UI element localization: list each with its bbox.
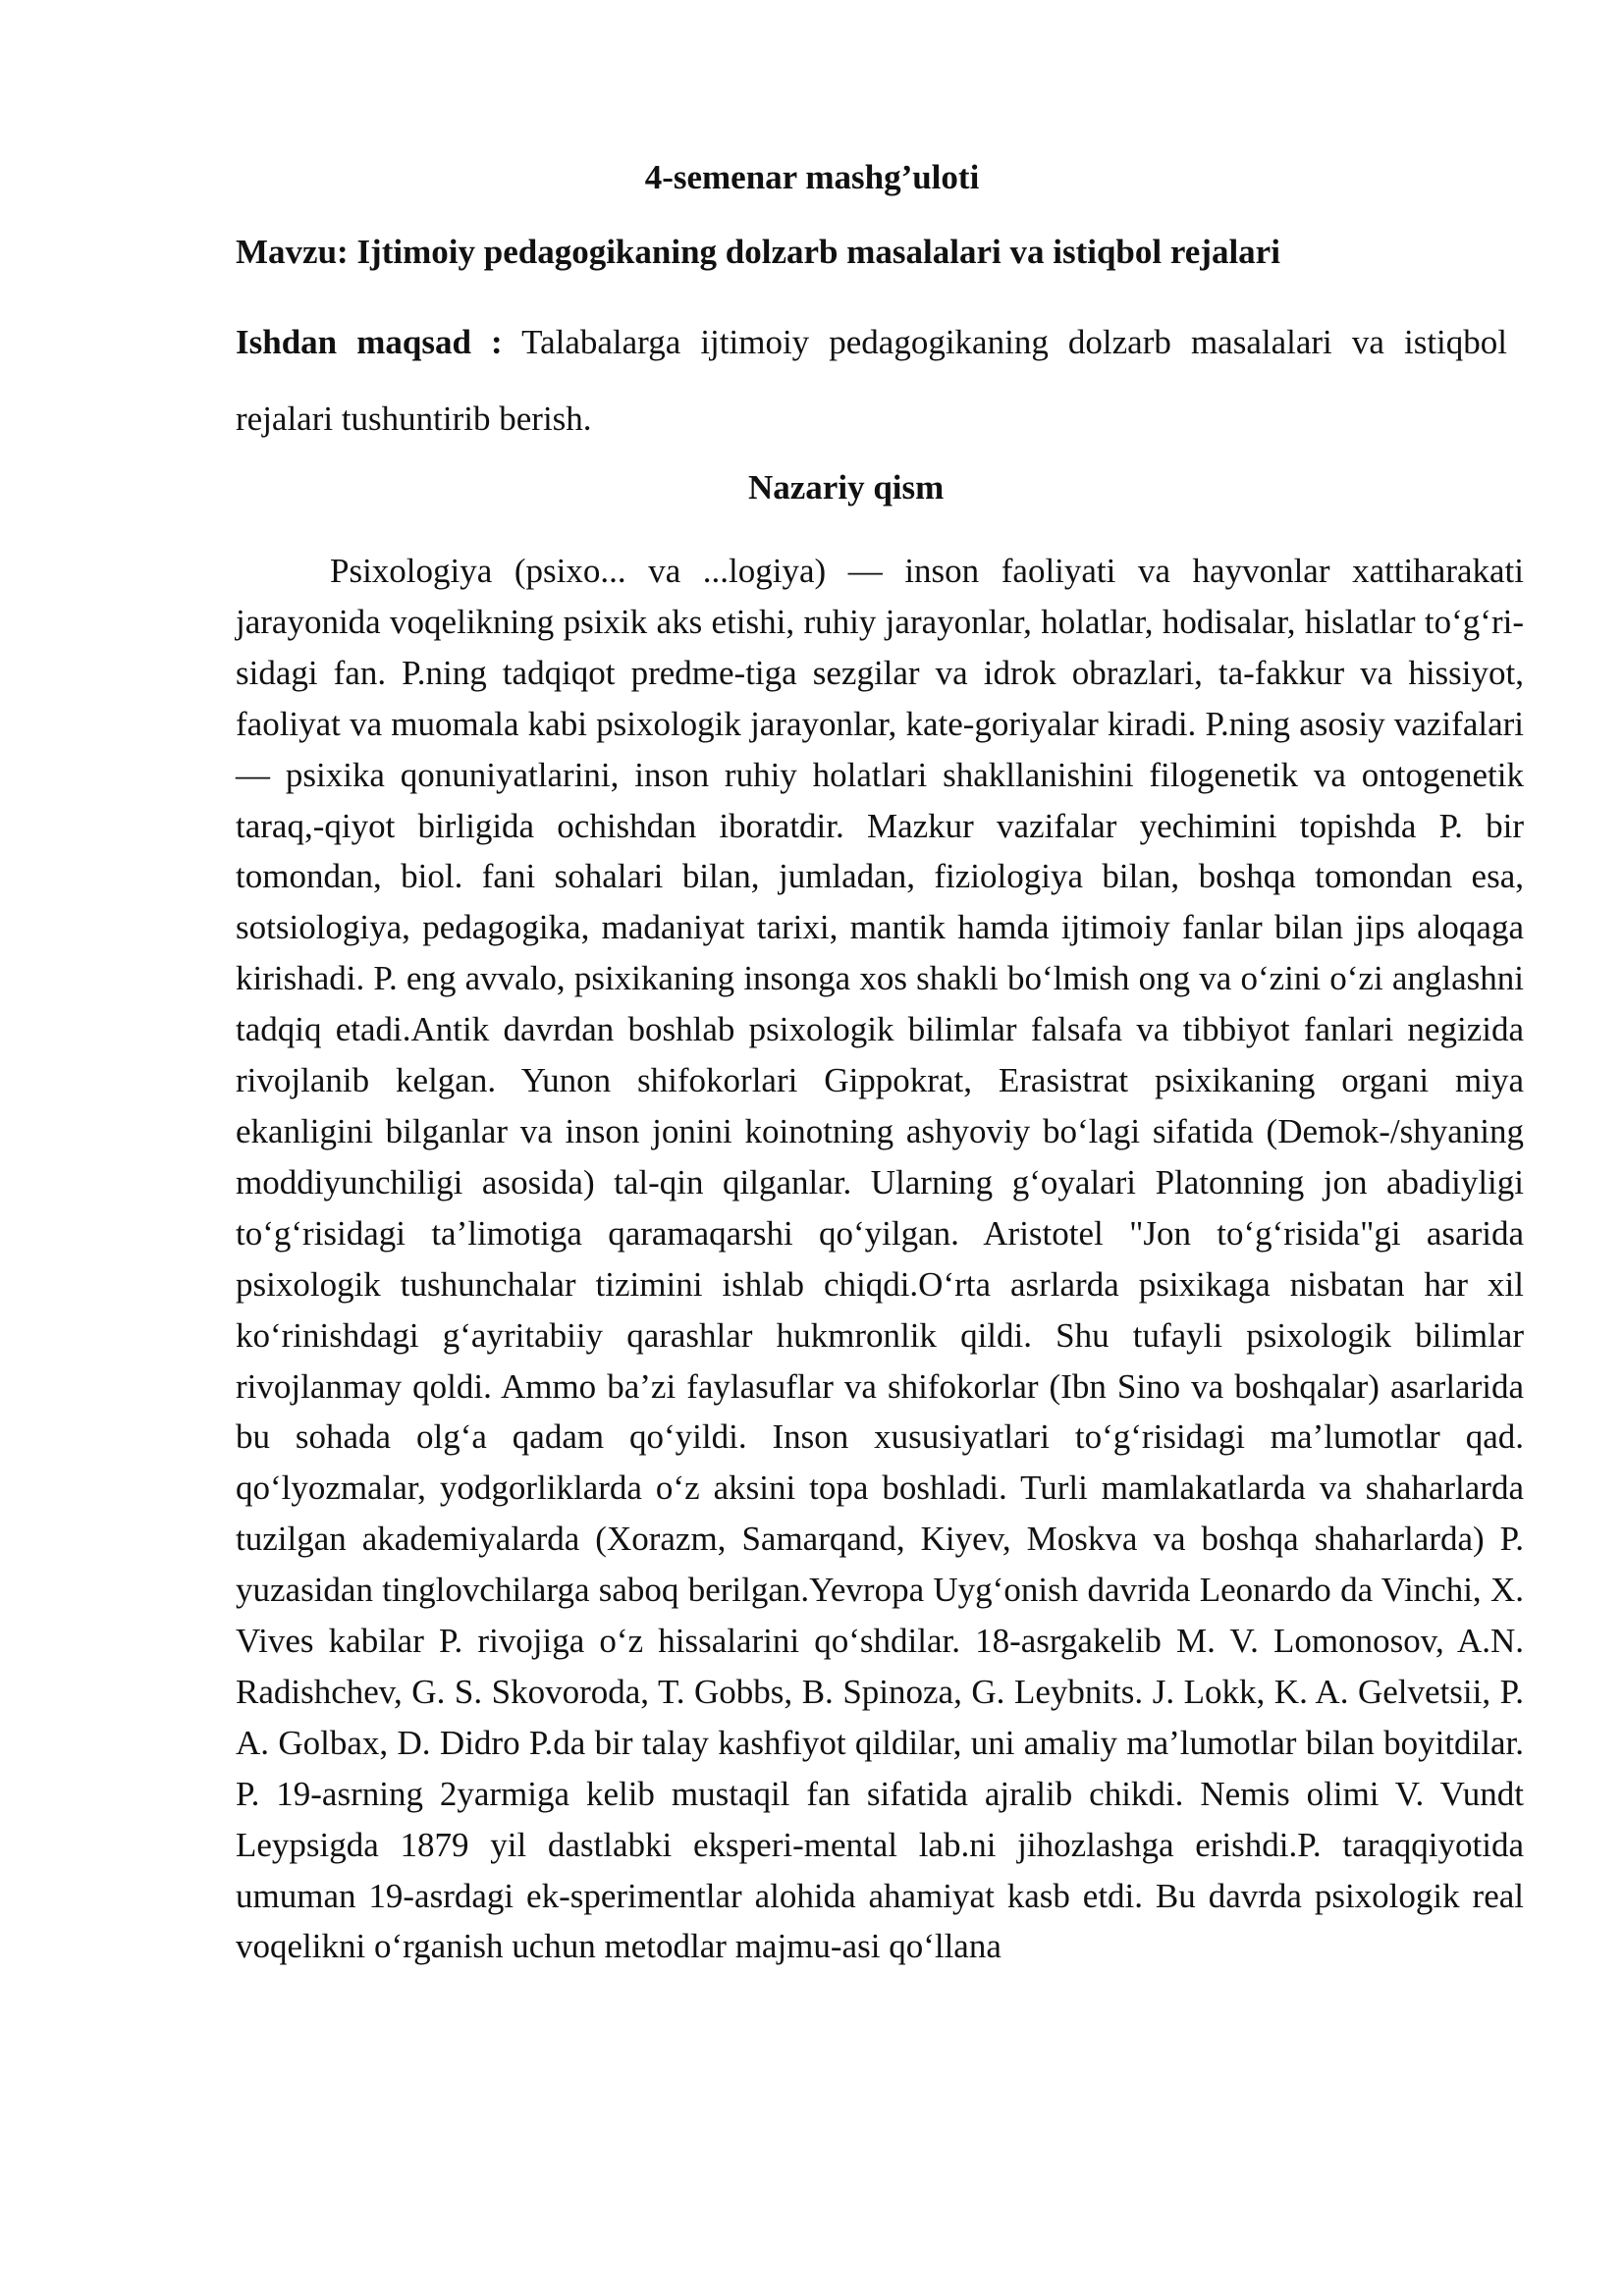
goal-paragraph	[236, 304, 1507, 457]
goal-text: Talabalarga ijtimoiy pedagogikaning dolzarb masalalari va istiqbol rejalari tushuntirib berish.	[236, 323, 1507, 438]
section-title: Nazariy qism	[748, 468, 945, 507]
goal-label: Ishdan maqsad :	[236, 323, 503, 361]
body-paragraph: Psixologiya (psixo... va ...logiya) — inson faoliyati va hayvonlar xattiharakati jarayonida voqelikning psixik aks etishi, ruhiy jarayonlar, holatlar, hodisalar, hislatlar to‘g‘ri-sidagi fan. P.ning tadqiqot predme-tiga sezgilar va idrok obrazlari, ta-fakkur va hissiyot, faoliyat va muomala kabi psixologik jarayonlar, kate-goriyalar kiradi. P.ning asosiy vazifalari — psixika qonuniyatlarini, inson ruhiy holatlari shakllanishini filogenetik va ontogenetik taraq,-qiyot birligida ochishdan iboratdir. Mazkur vazifalar yechimini topishda P. bir tomondan, biol. fani sohalari bilan, jumladan, fiziologiya bilan, boshqa tomondan esa, sotsiologiya, pedagogika, madaniyat tarixi, mantik hamda ijtimoiy fanlar bilan jips aloqaga kirishadi. P. eng avvalo, psixikaning insonga xos shakli bo‘lmish ong va o‘zini o‘zi anglashni tadqiq etadi.Antik davrdan boshlab psixologik bilimlar falsafa va tibbiyot fanlari negizida rivojlanib kelgan. Yunon shifokorlari Gippokrat, Erasistrat psixikaning organi miya ekanligini bilganlar va inson jonini koinotning ashyoviy bo‘lagi sifatida (Demok-/shyaning moddiyunchiligi asosida) tal-qin qilganlar. Ularning g‘oyalari Platonning jon abadiyligi to‘g‘risidagi ta’limotiga qaramaqarshi qo‘yilgan. Aristotel "Jon to‘g‘risida"gi asarida psixologik tushunchalar tizimini ishlab chiqdi.O‘rta asrlarda psixikaga nisbatan har xil ko‘rinishdagi g‘ayritabiiy qarashlar hukmronlik qildi. Shu tufayli psixologik bilimlar rivojlanmay qoldi. Ammo ba’zi faylasuflar va shifokorlar (Ibn Sino va boshqalar) asarlarida bu sohada olg‘a qadam qo‘yildi. Inson xususiyatlari to‘g‘risidagi ma’lumotlar qad. qo‘lyozmalar, yodgorliklarda o‘z aksini topa boshladi. Turli mamlakatlarda va shaharlarda tuzilgan akademiyalarda (Xorazm, Samarqand, Kiyev, Moskva va boshqa shaharlarda) P. yuzasidan tinglovchilarga saboq berilgan.Yevropa Uyg‘onish davrida Leonardo da Vinchi, X. Vives kabilar P. rivojiga o‘z hissalarini qo‘shdilar. 18-asrgakelib M. V. Lomonosov, A.N. Radishchev, G. S. Skovoroda, T. Gobbs, B. Spinoza, G. Leybnits. J. Lokk, K. A. Gelvetsii, P. A. Golbax, D. Didro P.da bir talay kashfiyot qildilar, uni amaliy ma’lumotlar bilan boyitdilar. P. 19-asrning 2yarmiga kelib mustaqil fan sifatida ajralib chikdi. Nemis olimi V. Vundt Leypsigda 1879 yil dastlabki eksperi-mental lab.ni jihozlashga erishdi.P. taraqqiyotida umuman 19-asrdagi ek-sperimentlar alohida ahamiyat kasb etdi. Bu davrda psixologik real voqelikni o‘rganish uchun metodlar majmu-asi qo‘llana	[236, 552, 1524, 1966]
page-title: 4-semenar mashg’uloti	[644, 158, 980, 196]
topic-heading: Mavzu: Ijtimoiy pedagogikaning dolzarb masalalari va istiqbol rejalari	[236, 233, 1280, 271]
